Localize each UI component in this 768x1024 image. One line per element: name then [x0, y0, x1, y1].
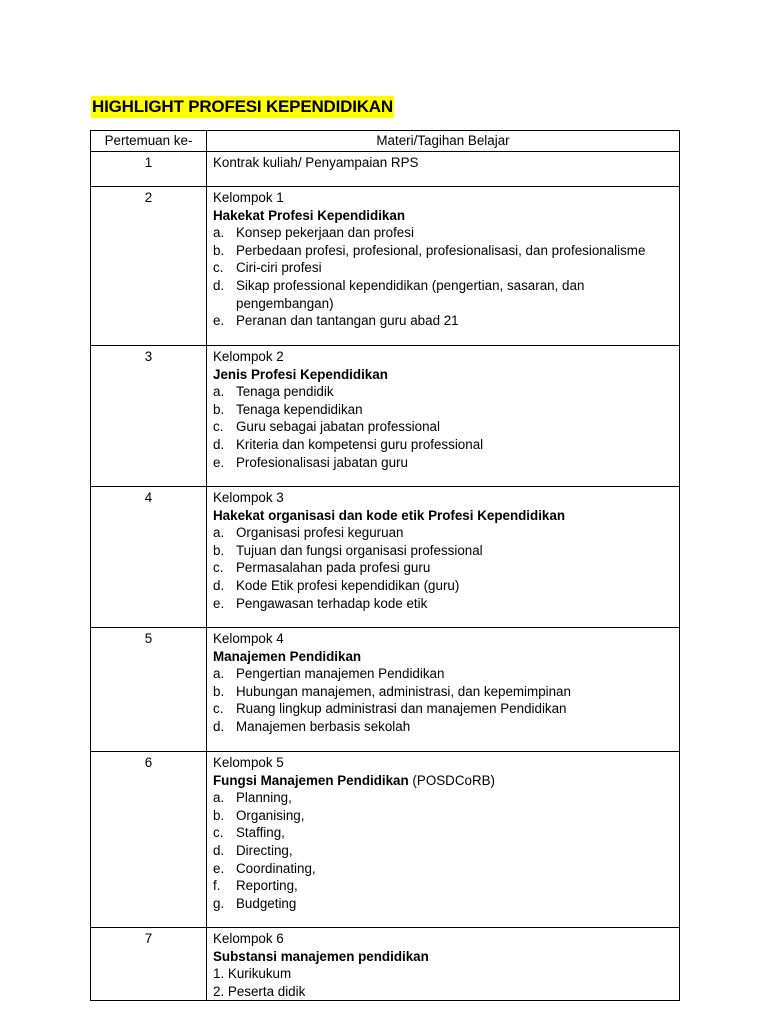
- list-item: [213, 860, 675, 878]
- topic-line: [213, 948, 675, 966]
- list-item: [213, 418, 675, 436]
- list-item-text: Pengawasan terhadap kode etik: [236, 595, 428, 611]
- list-item: [213, 807, 675, 825]
- list-marker: a.: [213, 384, 225, 400]
- group-label: Kelompok 6: [213, 931, 284, 946]
- list-marker: d.: [213, 718, 225, 734]
- list-item: [213, 683, 675, 701]
- document-title: HIGHLIGHT PROFESI KEPENDIDIKAN: [92, 97, 393, 116]
- schedule-table: [90, 130, 680, 1001]
- table-row: [91, 752, 680, 928]
- numbered-line: 1. Kurikukum: [213, 966, 292, 982]
- list-marker: a.: [213, 225, 225, 241]
- meeting-number: 7: [91, 928, 207, 1001]
- topic-list: [213, 665, 675, 735]
- list-item: [213, 559, 675, 577]
- list-item-text: Pengertian manajemen Pendidikan: [236, 666, 445, 682]
- group-label: Kelompok 3: [213, 490, 284, 505]
- meeting-number: 2: [91, 187, 207, 346]
- list-item-text: Reporting,: [236, 878, 298, 894]
- list-item-text: Konsep pekerjaan dan profesi: [236, 225, 414, 241]
- list-item-text: Planning,: [236, 790, 292, 806]
- list-marker: a.: [213, 666, 225, 682]
- list-item-text: Profesionalisasi jabatan guru: [236, 454, 408, 470]
- list-item-text: Tujuan dan fungsi organisasi professional: [236, 542, 483, 558]
- list-marker: b.: [213, 683, 225, 699]
- topic-line: [213, 507, 675, 525]
- list-marker: b.: [213, 807, 225, 823]
- list-item-text: Kriteria dan kompetensi guru professional: [236, 436, 484, 452]
- list-item: [213, 401, 675, 419]
- list-marker: f.: [213, 878, 221, 894]
- list-marker: a.: [213, 790, 225, 806]
- list-marker: b.: [213, 401, 225, 417]
- list-item: [213, 665, 675, 683]
- material-cell: [207, 628, 680, 752]
- list-item-text: Tenaga kependidikan: [236, 401, 363, 417]
- table-header-row: [91, 131, 680, 152]
- list-item: [213, 277, 675, 312]
- list-item: [213, 718, 675, 736]
- topic-title: Manajemen Pendidikan: [213, 648, 362, 664]
- list-item-text: Perbedaan profesi, profesional, profesionalisasi, dan profesionalisme: [236, 242, 646, 258]
- material-cell: [207, 152, 680, 187]
- list-marker: b.: [213, 542, 225, 558]
- list-item: [213, 824, 675, 842]
- list-item: [213, 542, 675, 560]
- topic-line: [213, 366, 675, 384]
- topic-title: Jenis Profesi Kependidikan: [213, 366, 388, 382]
- group-label: Kelompok 1: [213, 190, 284, 205]
- list-item-text: Guru sebagai jabatan professional: [236, 419, 440, 435]
- topic-title: Substansi manajemen pendidikan: [213, 948, 429, 964]
- list-item: [213, 789, 675, 807]
- list-item: [213, 842, 675, 860]
- group-label: Kelompok 4: [213, 631, 284, 646]
- list-marker: c.: [213, 560, 224, 576]
- list-marker: c.: [213, 419, 224, 435]
- list-item-text: Organisasi profesi keguruan: [236, 525, 404, 541]
- list-item-text: Coordinating,: [236, 860, 316, 876]
- list-item: [213, 595, 675, 613]
- material-text: Kontrak kuliah/ Penyampaian RPS: [213, 155, 419, 170]
- list-marker: d.: [213, 436, 225, 452]
- list-item: [213, 383, 675, 401]
- topic-list: [213, 524, 675, 612]
- header-meeting: Pertemuan ke-: [91, 131, 207, 152]
- list-marker: e.: [213, 860, 225, 876]
- list-item-text: Sikap professional kependidikan (pengertian, sasaran, dan pengembangan): [236, 277, 585, 311]
- topic-title: Hakekat organisasi dan kode etik Profesi Kependidikan: [213, 507, 565, 523]
- list-item-text: Directing,: [236, 842, 293, 858]
- list-item-text: Staffing,: [236, 825, 285, 841]
- material-cell: [207, 928, 680, 1001]
- list-marker: g.: [213, 895, 225, 911]
- list-marker: c.: [213, 701, 224, 717]
- list-marker: d.: [213, 842, 225, 858]
- list-marker: e.: [213, 595, 225, 611]
- list-marker: a.: [213, 525, 225, 541]
- meeting-number: 4: [91, 487, 207, 628]
- list-marker: e.: [213, 313, 225, 329]
- list-item-text: Budgeting: [236, 895, 297, 911]
- group-label: Kelompok 2: [213, 349, 284, 364]
- list-item: [213, 312, 675, 330]
- topic-title: Fungsi Manajemen Pendidikan: [213, 772, 409, 788]
- material-cell: [207, 346, 680, 487]
- list-marker: c.: [213, 260, 224, 276]
- list-item-text: Hubungan manajemen, administrasi, dan kepemimpinan: [236, 683, 571, 699]
- list-item-text: Peranan dan tantangan guru abad 21: [236, 313, 459, 329]
- list-marker: d.: [213, 577, 225, 593]
- meeting-number: 5: [91, 628, 207, 752]
- list-item: [213, 895, 675, 913]
- list-item: [213, 259, 675, 277]
- list-item: [213, 524, 675, 542]
- numbered-line: 2. Peserta didik: [213, 983, 306, 999]
- list-item: [213, 877, 675, 895]
- material-cell: [207, 187, 680, 346]
- list-item-text: Kode Etik profesi kependidikan (guru): [236, 577, 460, 593]
- list-item: [213, 436, 675, 454]
- table-row: [91, 152, 680, 187]
- list-item: [213, 454, 675, 472]
- meeting-number: 3: [91, 346, 207, 487]
- meeting-number: 1: [91, 152, 207, 187]
- list-marker: b.: [213, 242, 225, 258]
- table-row: [91, 346, 680, 487]
- topic-line: [213, 772, 675, 790]
- list-item: [213, 700, 675, 718]
- list-item: [213, 242, 675, 260]
- topic-line: [213, 207, 675, 225]
- material-cell: [207, 487, 680, 628]
- table-row: [91, 187, 680, 346]
- topic-list: [213, 224, 675, 330]
- list-item-text: Permasalahan pada profesi guru: [236, 560, 431, 576]
- table-row: [91, 928, 680, 1001]
- topic-title: Hakekat Profesi Kependidikan: [213, 207, 406, 223]
- header-material: Materi/Tagihan Belajar: [207, 131, 680, 152]
- material-cell: [207, 752, 680, 928]
- list-item-text: Organising,: [236, 807, 305, 823]
- list-item-text: Manajemen berbasis sekolah: [236, 718, 411, 734]
- topic-list: [213, 383, 675, 471]
- list-item: [213, 577, 675, 595]
- table-row: [91, 487, 680, 628]
- list-item-text: Ciri-ciri profesi: [236, 260, 322, 276]
- list-marker: e.: [213, 454, 225, 470]
- list-item-text: Tenaga pendidik: [236, 384, 334, 400]
- group-label: Kelompok 5: [213, 755, 284, 770]
- list-item-text: Ruang lingkup administrasi dan manajemen Pendidikan: [236, 701, 567, 717]
- topic-list: [213, 789, 675, 912]
- table-row: [91, 628, 680, 752]
- list-marker: c.: [213, 825, 224, 841]
- topic-suffix: (POSDCoRB): [408, 772, 496, 788]
- meeting-number: 6: [91, 752, 207, 928]
- list-marker: d.: [213, 277, 225, 293]
- topic-line: [213, 648, 675, 666]
- list-item: [213, 224, 675, 242]
